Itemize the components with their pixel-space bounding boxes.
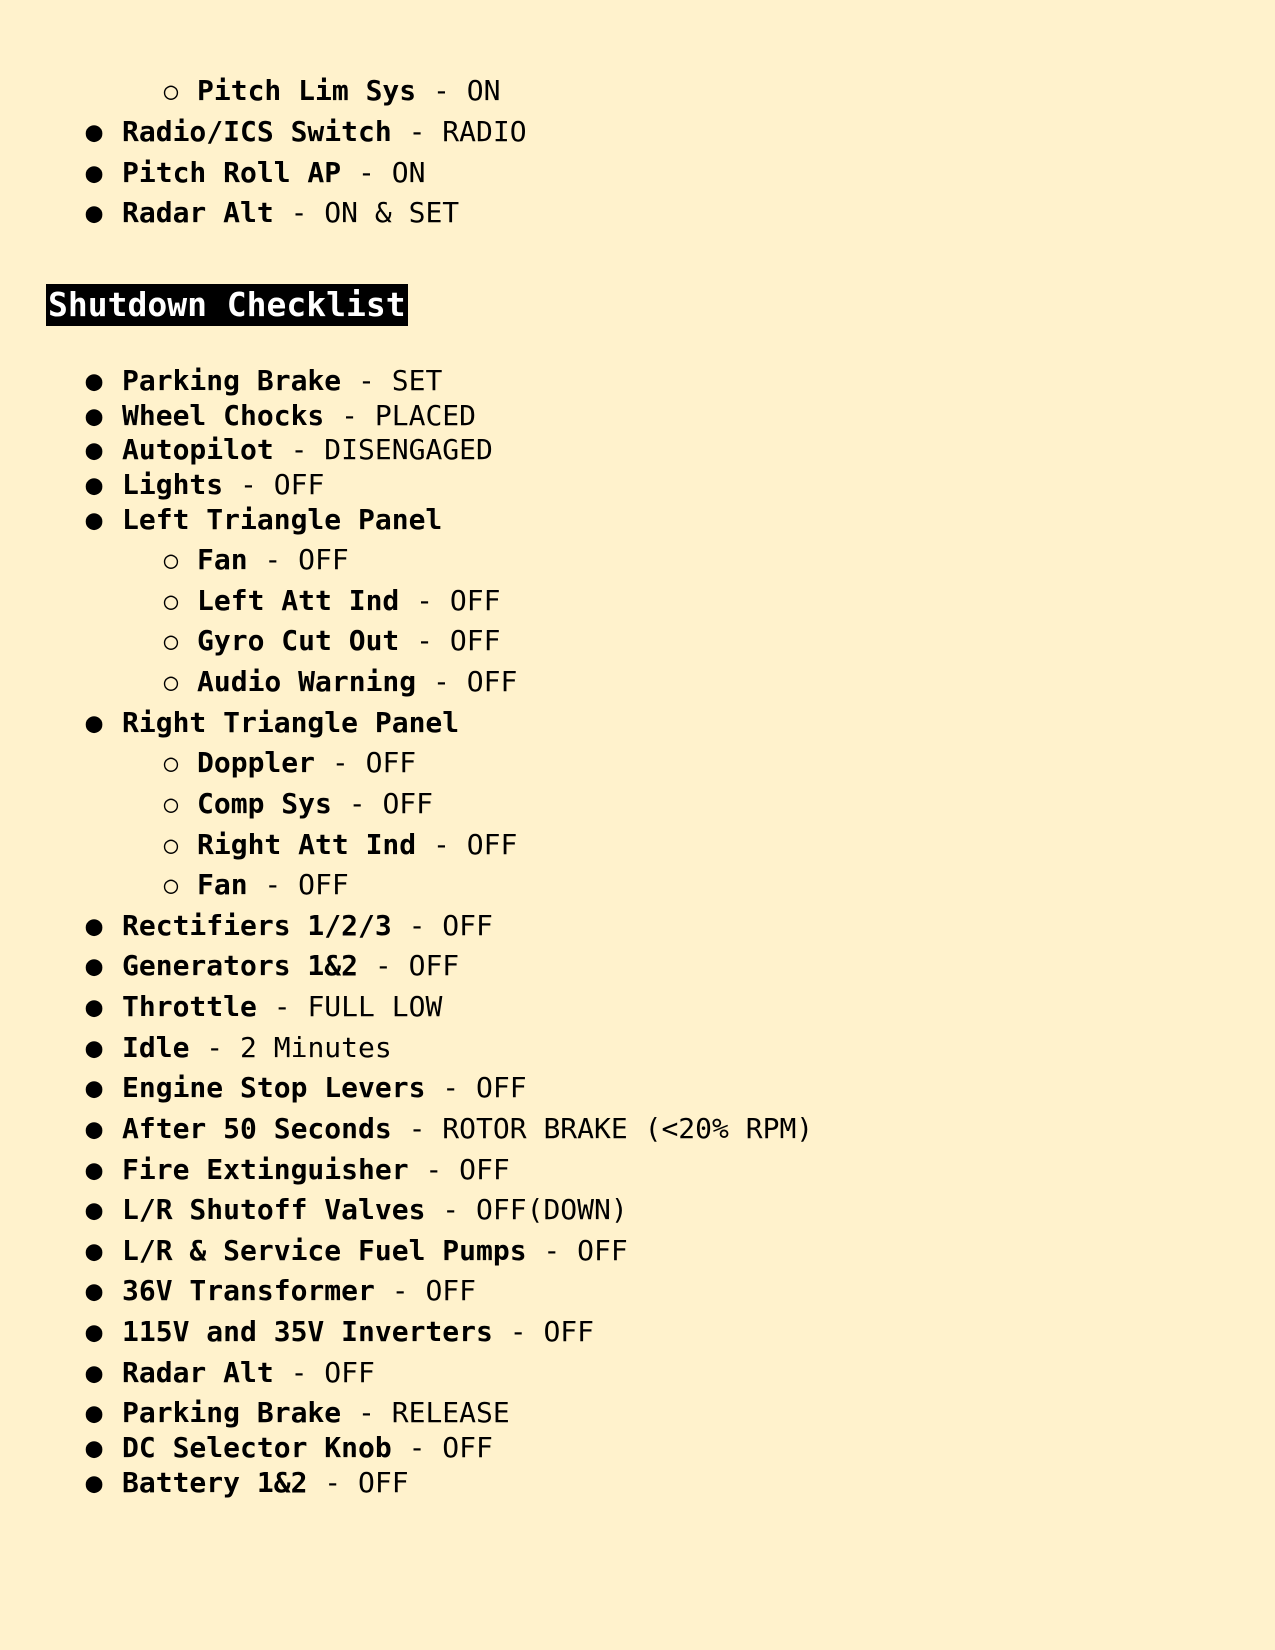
bullet-icon: ●: [85, 1153, 103, 1186]
bullet-icon: ●: [85, 1466, 103, 1499]
list-item: [163, 584, 501, 617]
list-item: [85, 909, 493, 942]
bullet-icon: ●: [85, 706, 103, 739]
item-label: Comp Sys: [197, 787, 332, 820]
list-item: [85, 503, 443, 536]
list-item: [163, 787, 434, 820]
item-separator: -: [273, 196, 325, 229]
list-item: [163, 828, 518, 861]
item-value: OFF: [365, 746, 417, 779]
item-value: OFF: [577, 1234, 628, 1267]
item-label: Pitch Lim Sys: [197, 74, 417, 107]
list-item: [163, 665, 518, 698]
bullet-icon: ●: [85, 1234, 103, 1267]
item-separator: -: [273, 1356, 325, 1389]
bullet-icon: ●: [85, 1031, 103, 1064]
item-label: Left Att Ind: [197, 584, 400, 617]
item-label: Radar Alt: [122, 1356, 274, 1389]
item-separator: -: [341, 156, 392, 189]
item-label: Idle: [122, 1031, 190, 1064]
item-label: DC Selector Knob: [122, 1431, 392, 1464]
item-value: OFF: [382, 787, 434, 820]
item-label: Generators 1&2: [122, 949, 359, 982]
bullet-icon: ●: [85, 1193, 103, 1226]
hollow-bullet-icon: ○: [163, 77, 179, 105]
item-separator: -: [399, 584, 450, 617]
item-value: PLACED: [374, 399, 477, 432]
item-value: OFF: [466, 828, 518, 861]
list-item: [85, 706, 460, 739]
bullet-icon: ●: [85, 115, 103, 148]
bullet-icon: ●: [85, 1396, 103, 1429]
hollow-bullet-icon: ○: [163, 627, 179, 655]
hollow-bullet-icon: ○: [163, 790, 179, 818]
item-label: Radar Alt: [122, 196, 274, 229]
item-separator: -: [416, 74, 467, 107]
item-separator: -: [256, 990, 308, 1023]
list-item: [85, 1153, 510, 1186]
item-separator: -: [331, 787, 383, 820]
list-item: [85, 1396, 510, 1429]
list-item: [85, 1431, 493, 1464]
item-value: OFF: [442, 909, 493, 942]
item-label: L/R & Service Fuel Pumps: [122, 1234, 527, 1267]
list-item: [85, 156, 426, 189]
item-label: Wheel Chocks: [122, 399, 325, 432]
bullet-icon: ●: [85, 364, 103, 397]
item-label: Parking Brake: [122, 1396, 342, 1429]
bullet-icon: ●: [85, 156, 103, 189]
item-value: OFF: [543, 1315, 595, 1348]
item-value: OFF: [466, 665, 518, 698]
bullet-icon: ●: [85, 468, 103, 501]
item-value: OFF: [298, 543, 349, 576]
item-value: RELEASE: [391, 1396, 510, 1429]
item-value: ON: [391, 156, 426, 189]
item-separator: -: [315, 746, 366, 779]
bullet-icon: ●: [85, 1112, 103, 1145]
hollow-bullet-icon: ○: [163, 546, 179, 574]
item-value: ON: [466, 74, 501, 107]
hollow-bullet-icon: ○: [163, 749, 179, 777]
item-label: Right Triangle Panel: [122, 706, 460, 739]
item-label: Left Triangle Panel: [122, 503, 443, 536]
hollow-bullet-icon: ○: [163, 587, 179, 615]
item-label: Fire Extinguisher: [122, 1153, 409, 1186]
item-value: FULL LOW: [307, 990, 443, 1023]
item-value: OFF: [324, 1356, 375, 1389]
list-item: [85, 1356, 375, 1389]
item-separator: -: [374, 1274, 426, 1307]
item-value: OFF: [425, 1274, 477, 1307]
item-separator: -: [273, 433, 325, 466]
list-item: [85, 990, 443, 1023]
list-item: [85, 196, 460, 229]
bullet-icon: ●: [85, 1315, 103, 1348]
bullet-icon: ●: [85, 1356, 103, 1389]
list-item: [85, 1315, 595, 1348]
item-value: DISENGAGED: [324, 433, 493, 466]
list-item: [85, 364, 443, 397]
list-item: [85, 1071, 527, 1104]
item-separator: -: [341, 1396, 392, 1429]
list-item: [85, 399, 477, 432]
item-label: Lights: [122, 468, 224, 501]
item-value: OFF: [358, 1466, 409, 1499]
item-value: OFF: [273, 468, 325, 501]
item-value: SET: [391, 364, 443, 397]
item-label: Engine Stop Levers: [122, 1071, 426, 1104]
list-item: [85, 1112, 814, 1145]
hollow-bullet-icon: ○: [163, 831, 179, 859]
item-separator: -: [341, 364, 392, 397]
bullet-icon: ●: [85, 433, 103, 466]
item-separator: -: [189, 1031, 241, 1064]
item-value: RADIO: [442, 115, 527, 148]
bullet-icon: ●: [85, 990, 103, 1023]
list-item: [85, 1031, 392, 1064]
list-item: [85, 115, 527, 148]
item-separator: -: [391, 115, 443, 148]
item-separator: -: [526, 1234, 578, 1267]
item-label: L/R Shutoff Valves: [122, 1193, 426, 1226]
list-item: [163, 624, 501, 657]
item-separator: -: [425, 1193, 477, 1226]
item-separator: -: [416, 665, 467, 698]
list-item: [85, 1274, 477, 1307]
item-label: Right Att Ind: [197, 828, 417, 861]
item-label: Throttle: [122, 990, 257, 1023]
item-label: Parking Brake: [122, 364, 342, 397]
bullet-icon: ●: [85, 399, 103, 432]
hollow-bullet-icon: ○: [163, 871, 179, 899]
bullet-icon: ●: [85, 909, 103, 942]
list-item: [85, 1234, 628, 1267]
item-label: Radio/ICS Switch: [122, 115, 392, 148]
bullet-icon: ●: [85, 949, 103, 982]
item-label: Fan: [197, 543, 248, 576]
bullet-icon: ●: [85, 1071, 103, 1104]
item-separator: -: [408, 1153, 460, 1186]
item-value: OFF: [442, 1431, 493, 1464]
item-separator: -: [399, 624, 450, 657]
item-value: OFF: [449, 624, 501, 657]
item-value: 2 Minutes: [240, 1031, 392, 1064]
item-label: Pitch Roll AP: [122, 156, 342, 189]
list-item: [85, 1466, 409, 1499]
item-label: After 50 Seconds: [122, 1112, 392, 1145]
list-item: [163, 746, 417, 779]
item-value: OFF: [298, 868, 349, 901]
item-value: OFF: [476, 1071, 527, 1104]
item-separator: -: [247, 543, 299, 576]
item-separator: -: [425, 1071, 477, 1104]
item-value: OFF: [459, 1153, 510, 1186]
item-label: 115V and 35V Inverters: [122, 1315, 493, 1348]
bullet-icon: ●: [85, 1274, 103, 1307]
list-item: [85, 949, 460, 982]
list-item: [85, 468, 325, 501]
item-separator: -: [324, 399, 375, 432]
item-separator: -: [247, 868, 299, 901]
item-label: Autopilot: [122, 433, 274, 466]
section-title: Shutdown Checklist: [48, 285, 406, 324]
bullet-icon: ●: [85, 503, 103, 536]
item-label: Gyro Cut Out: [197, 624, 400, 657]
item-value: ROTOR BRAKE (<20% RPM): [442, 1112, 814, 1145]
bullet-icon: ●: [85, 1431, 103, 1464]
item-label: Doppler: [197, 746, 316, 779]
item-value: ON & SET: [324, 196, 460, 229]
bullet-icon: ●: [85, 196, 103, 229]
item-label: Rectifiers 1/2/3: [122, 909, 392, 942]
item-value: OFF: [408, 949, 460, 982]
item-label: 36V Transformer: [122, 1274, 375, 1307]
item-separator: -: [358, 949, 409, 982]
item-separator: -: [416, 828, 467, 861]
item-label: Audio Warning: [197, 665, 417, 698]
list-item: [85, 433, 493, 466]
list-item: [85, 1193, 628, 1226]
item-label: Fan: [197, 868, 248, 901]
list-item: [163, 543, 349, 576]
item-separator: -: [391, 909, 443, 942]
hollow-bullet-icon: ○: [163, 668, 179, 696]
item-value: OFF(DOWN): [476, 1193, 628, 1226]
list-item: [163, 868, 349, 901]
item-separator: -: [391, 1112, 443, 1145]
item-separator: -: [492, 1315, 544, 1348]
item-separator: -: [223, 468, 274, 501]
list-item: [163, 74, 501, 107]
item-value: OFF: [449, 584, 501, 617]
item-separator: -: [307, 1466, 359, 1499]
item-label: Battery 1&2: [122, 1466, 308, 1499]
item-separator: -: [391, 1431, 443, 1464]
